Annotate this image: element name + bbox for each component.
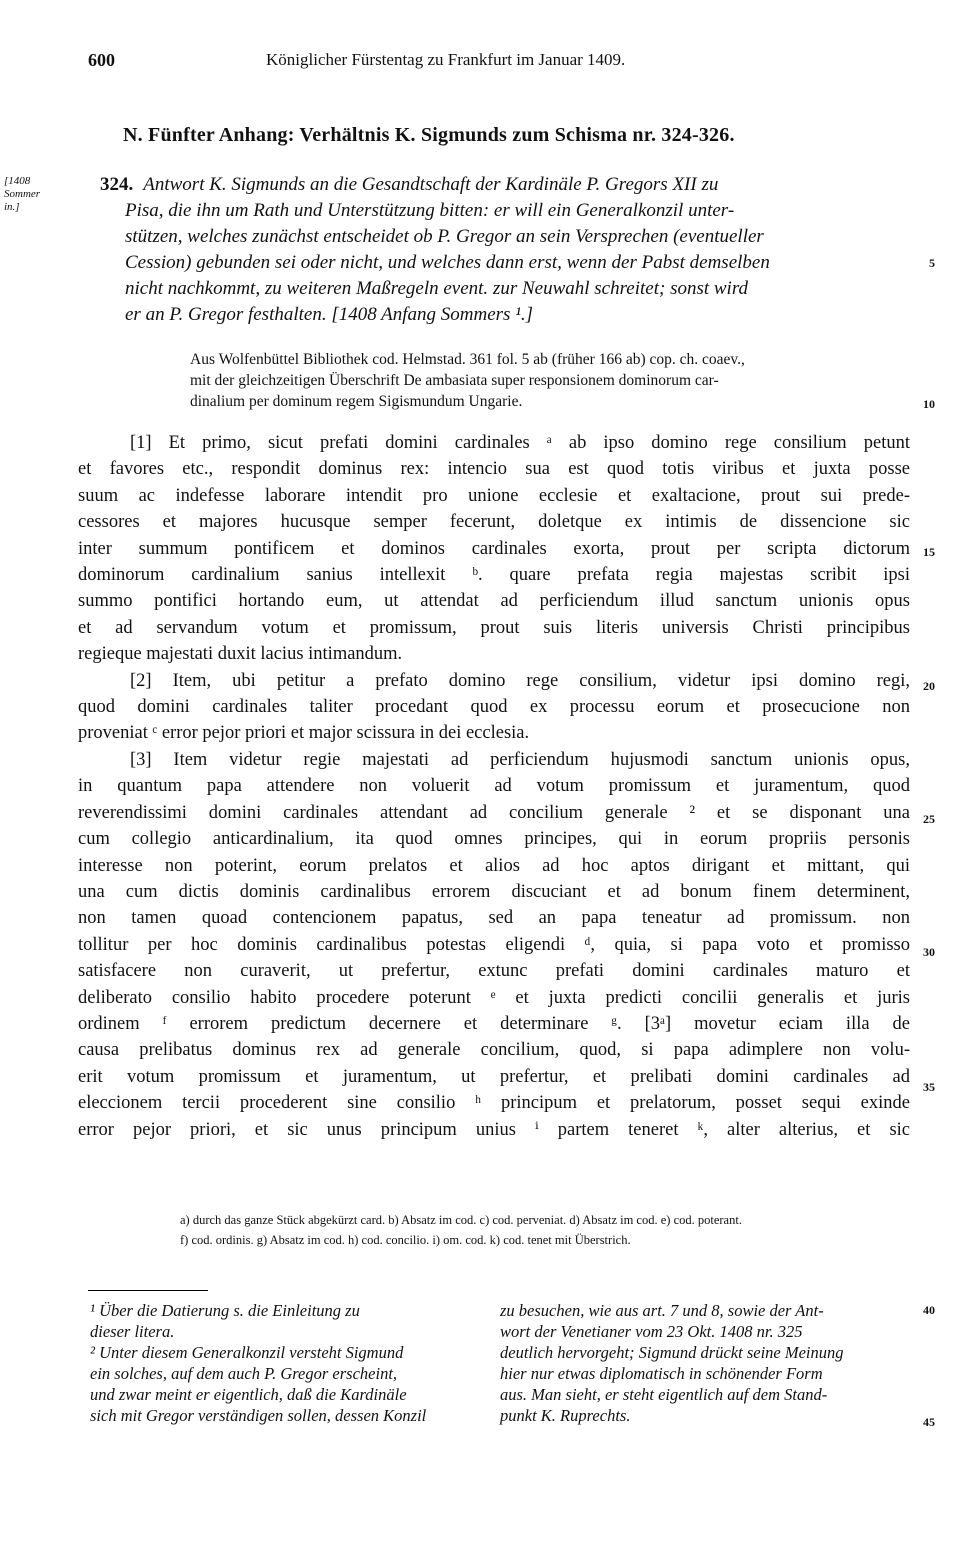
footnote-line: punkt K. Ruprechts. <box>500 1406 631 1425</box>
header-line: stützen, welches zunächst entscheidet ob P. Gregor an sein Versprechen (eventueller <box>125 226 764 247</box>
page-number: 600 <box>88 50 115 70</box>
footnote-line: sich mit Gregor verständigen sollen, dessen Konzil <box>90 1406 427 1425</box>
body-line: quod domini cardinales taliter procedant quod ex processu eorum et prosecucione non <box>78 697 910 718</box>
footnote-line: und zwar meint er eigentlich, daß die Kardinäle <box>90 1385 407 1404</box>
body-line: non tamen quoad contencionem papatus, sed an papa teneatur ad promissum. non <box>78 908 910 929</box>
body-text <box>78 430 910 1143</box>
footnote-line: ¹ Über die Datierung s. die Einleitung zu <box>90 1301 360 1320</box>
header-line: 324. Antwort K. Sigmunds an die Gesandtschaft der Kardinäle P. Gregors XII zu <box>100 174 719 195</box>
line-number: 30 <box>923 945 935 959</box>
document-header <box>100 172 910 328</box>
header-line: Pisa, die ihn um Rath und Unterstützung bitten: er will ein Generalkonzil unter- <box>125 200 735 221</box>
footnote-line: zu besuchen, wie aus art. 7 und 8, sowie der Ant- <box>500 1301 824 1320</box>
footnote-line: ² Unter diesem Generalkonzil versteht Sigmund <box>90 1343 404 1362</box>
line-number: 15 <box>923 545 935 559</box>
body-line: interesse non poterint, eorum prelatos et alios ad hoc aptos dirigant et mittant, qui <box>78 855 910 876</box>
running-title: Königlicher Fürstentag zu Frankfurt im Januar 1409. <box>266 50 626 69</box>
header-line: er an P. Gregor festhalten. [1408 Anfang Sommers ¹.] <box>125 304 534 325</box>
body-line: [2] Item, ubi petitur a prefato domino rege consilium, videtur ipsi domino regi, <box>130 670 910 691</box>
body-line: cessores et majores hucusque semper fecerunt, doletque ex intimis de dissencione sic <box>78 512 910 533</box>
source-line: dinalium per dominum regem Sigismundum Ungarie. <box>190 393 523 410</box>
line-number: 10 <box>923 397 935 411</box>
body-line: eleccionem tercii procederent sine consilio ʰ principum et prelatorum, posset sequi exinde <box>78 1093 910 1114</box>
apparatus-line: a) durch das ganze Stück abgekürzt card. b) Absatz im cod. c) cod. perveniat. d) Absatz im cod. e) cod. poterant. <box>180 1213 742 1227</box>
body-line: ordinem ᶠ errorem predictum decernere et determinare ᵍ. [3ᵃ] movetur eciam illa de <box>78 1013 910 1034</box>
source-description <box>190 349 910 412</box>
footnote-line: wort der Venetianer vom 23 Okt. 1408 nr. 325 <box>500 1322 803 1341</box>
line-number: 35 <box>923 1080 935 1094</box>
margin-date-line: in.] <box>4 201 20 213</box>
apparatus-line: f) cod. ordinis. g) Absatz im cod. h) cod. concilio. i) om. cod. k) cod. tenet mit Überstrich. <box>180 1233 631 1247</box>
section-heading: N. Fünfter Anhang: Verhältnis K. Sigmunds zum Schisma nr. 324-326. <box>123 124 735 146</box>
line-number: 45 <box>923 1415 935 1429</box>
body-line: error pejor priori, et sic unus principum unius ⁱ partem teneret ᵏ, alter alterius, et sic <box>78 1119 910 1140</box>
body-line: dominorum cardinalium sanius intellexit ᵇ. quare prefata regia majestas scribit ipsi <box>78 565 910 586</box>
source-line: Aus Wolfenbüttel Bibliothek cod. Helmstad. 361 fol. 5 ab (früher 166 ab) cop. ch. coaev., <box>190 351 745 368</box>
body-line: et favores etc., respondit dominus rex: intencio sua est quod totis viribus et juxta posse <box>78 459 910 480</box>
body-line: una cum dictis dominis cardinalibus errorem discuciant et ad bonum finem determinent, <box>78 881 910 902</box>
footnote-line: hier nur etwas diplomatisch in schönender Form <box>500 1364 823 1383</box>
body-line: regieque majestati duxit lacius intimandum. <box>78 644 403 665</box>
document-number: 324. <box>100 174 134 195</box>
footnote-line: aus. Man sieht, er steht eigentlich auf dem Stand- <box>500 1385 828 1404</box>
body-line: deliberato consilio habito procedere poterunt ᵉ et juxta predicti concilii generalis et juris <box>78 987 910 1008</box>
margin-date <box>4 175 40 214</box>
body-line: tollitur per hoc dominis cardinalibus potestas eligendi ᵈ, quia, si papa voto et promisso <box>78 934 910 955</box>
body-line: suum ac indefesse laborare intendit pro unione ecclesie et exaltacione, prout sui prede- <box>78 485 910 506</box>
body-line: reverendissimi domini cardinales attendant ad concilium generale ² et se disponant una <box>78 802 910 823</box>
margin-date-line: [1408 <box>4 175 31 187</box>
body-line: proveniat ᶜ error pejor priori et major scissura in dei ecclesia. <box>78 723 530 744</box>
body-line: satisfacere non curaverit, ut prefertur, extunc prefati domini cardinales maturo et <box>78 961 910 982</box>
header-line: Cession) gebunden sei oder nicht, und welches dann erst, wenn der Pabst demselben <box>125 252 770 273</box>
margin-date-line: Sommer <box>4 188 41 200</box>
body-line: in quantum papa attendere non voluerit ad votum promissum et juramentum, quod <box>78 776 910 797</box>
source-line: mit der gleichzeitigen Überschrift De ambasiata super responsionem dominorum car- <box>190 372 719 389</box>
line-number: 25 <box>923 812 935 826</box>
footnotes-left-column <box>90 1300 470 1426</box>
footnote-line: dieser litera. <box>90 1322 175 1341</box>
footnote-line: deutlich hervorgeht; Sigmund drückt seine Meinung <box>500 1343 844 1362</box>
body-line: [3] Item videtur regie majestati ad perficiendum hujusmodi sanctum unionis opus, <box>130 749 910 770</box>
body-line: summo pontifici hortando eum, ut attendat ad perficiendum illud sanctum unionis opus <box>78 591 910 612</box>
body-line: erit votum promissum et juramentum, ut prefertur, et prelibati domini cardinales ad <box>78 1066 910 1087</box>
footnotes-right-column <box>500 1300 910 1426</box>
footnote-rule <box>88 1290 208 1291</box>
line-number: 40 <box>923 1303 935 1317</box>
body-line: [1] Et primo, sicut prefati domini cardinales ᵃ ab ipso domino rege consilium petunt <box>130 433 910 453</box>
body-line: inter summum pontificem et dominos cardinales exorta, prout per scripta dictorum <box>78 538 910 559</box>
body-line: et ad servandum votum et promissum, prout suis literis universis Christi principibus <box>78 617 910 638</box>
footnote-line: ein solches, auf dem auch P. Gregor erscheint, <box>90 1364 398 1383</box>
line-number: 20 <box>923 679 935 693</box>
header-line: nicht nachkommt, zu weiteren Maßregeln event. zur Neuwahl schreitet; sonst wird <box>125 278 749 299</box>
body-line: causa prelibatus dominus rex ad generale concilium, quod, si papa adimplere non volu- <box>78 1040 910 1061</box>
critical-apparatus <box>180 1210 910 1250</box>
line-number: 5 <box>929 256 935 270</box>
body-line: cum collegio anticardinalium, ita quod omnes principes, qui in eorum propriis personis <box>78 829 910 850</box>
